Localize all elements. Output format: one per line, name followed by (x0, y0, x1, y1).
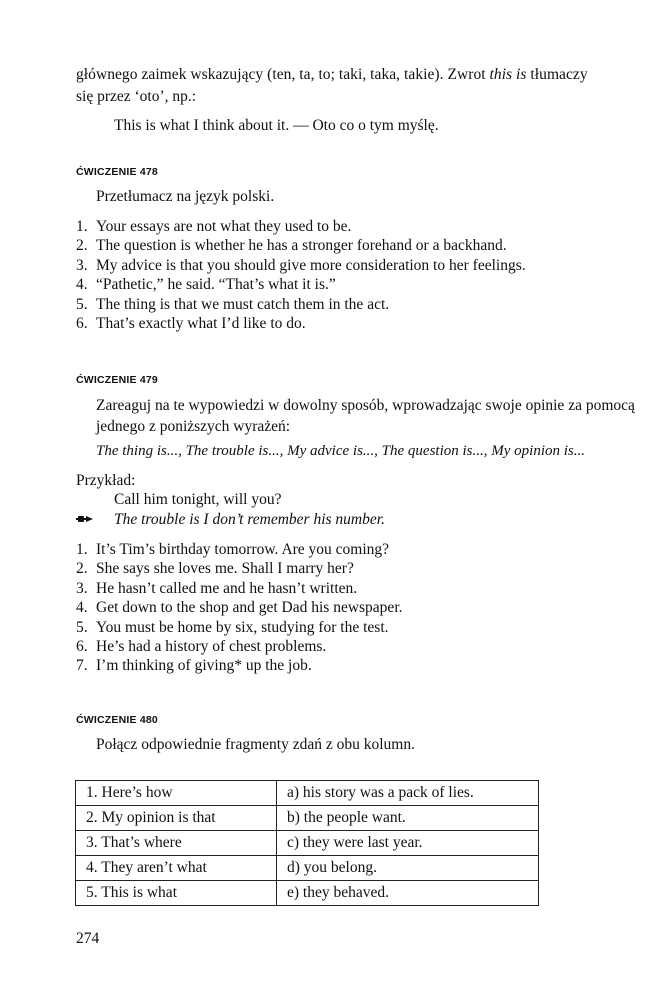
list-item: 3. He hasn’t called me and he hasn’t written. (76, 579, 358, 597)
exercise-479-list (76, 540, 403, 676)
list-item: 2. She says she loves me. Shall I marry her? (76, 560, 354, 578)
exercise-480-heading: ĆWICZENIE 480 (76, 714, 158, 726)
intro-line-2: się przez ‘oto’, np.: (76, 88, 197, 105)
list-item: 2. The question is whether he has a stronger forehand or a backhand. (76, 237, 507, 255)
exercise-478-instruction: Przetłumacz na język polski. (96, 188, 275, 205)
intro-italic-phrase: this is (489, 66, 527, 83)
list-item: 4. “Pathetic,” he said. “That’s what it is.” (76, 276, 336, 294)
list-item: 4. Get down to the shop and get Dad his newspaper. (76, 599, 403, 617)
matching-table (75, 780, 539, 906)
exercise-478-list (76, 217, 526, 333)
list-item: 7. I’m thinking of giving* up the job. (76, 657, 312, 675)
list-item: 1. Your essays are not what they used to be. (76, 218, 352, 235)
exercise-479-phrases: The thing is..., The trouble is..., My advice is..., The question is..., My opinion is... (96, 443, 585, 459)
exercise-478-heading: ĆWICZENIE 478 (76, 166, 158, 178)
table-row: 2. My opinion is that b) the people want. (76, 806, 539, 831)
table-row: 3. That’s where c) they were last year. (76, 831, 539, 856)
list-item: 3. My advice is that you should give more consideration to her feelings. (76, 256, 526, 274)
example-prompt: Call him tonight, will you? (114, 491, 282, 508)
page-number: 274 (76, 930, 100, 947)
list-item: 5. The thing is that we must catch them in the act. (76, 295, 390, 313)
exercise-479-heading: ĆWICZENIE 479 (76, 374, 158, 386)
example-answer: The trouble is I don’t remember his number. (114, 511, 385, 528)
table-row: 4. They aren’t what d) you belong. (76, 856, 539, 881)
intro-line-1 (76, 66, 651, 84)
intro-example: This is what I think about it. — Oto co o tym myślę. (114, 117, 439, 134)
list-item: 5. You must be home by six, studying for the test. (76, 618, 389, 636)
intro-text: głównego zaimek wskazujący (ten, ta, to; taki, taka, takie). Zwrot (76, 66, 490, 83)
exercise-480-instruction: Połącz odpowiednie fragmenty zdań z obu kolumn. (96, 736, 415, 753)
list-item: 1. It’s Tim’s birthday tomorrow. Are you coming? (76, 541, 390, 558)
intro-text-end: tłumaczy (526, 66, 588, 83)
list-item: 6. That’s exactly what I’d like to do. (76, 314, 306, 332)
exercise-479-instruction: Zareaguj na te wypowiedzi w dowolny sposób, wprowadzając swoje opinie za pomocą jednego z poniższych wyrażeń: (96, 397, 635, 435)
table-row: 1. Here’s how a) his story was a pack of lies. (76, 781, 539, 806)
pointing-hand-icon (76, 515, 94, 523)
table-row: 5. This is what e) they behaved. (76, 881, 539, 906)
list-item: 6. He’s had a history of chest problems. (76, 637, 327, 655)
example-label: Przykład: (76, 472, 136, 489)
